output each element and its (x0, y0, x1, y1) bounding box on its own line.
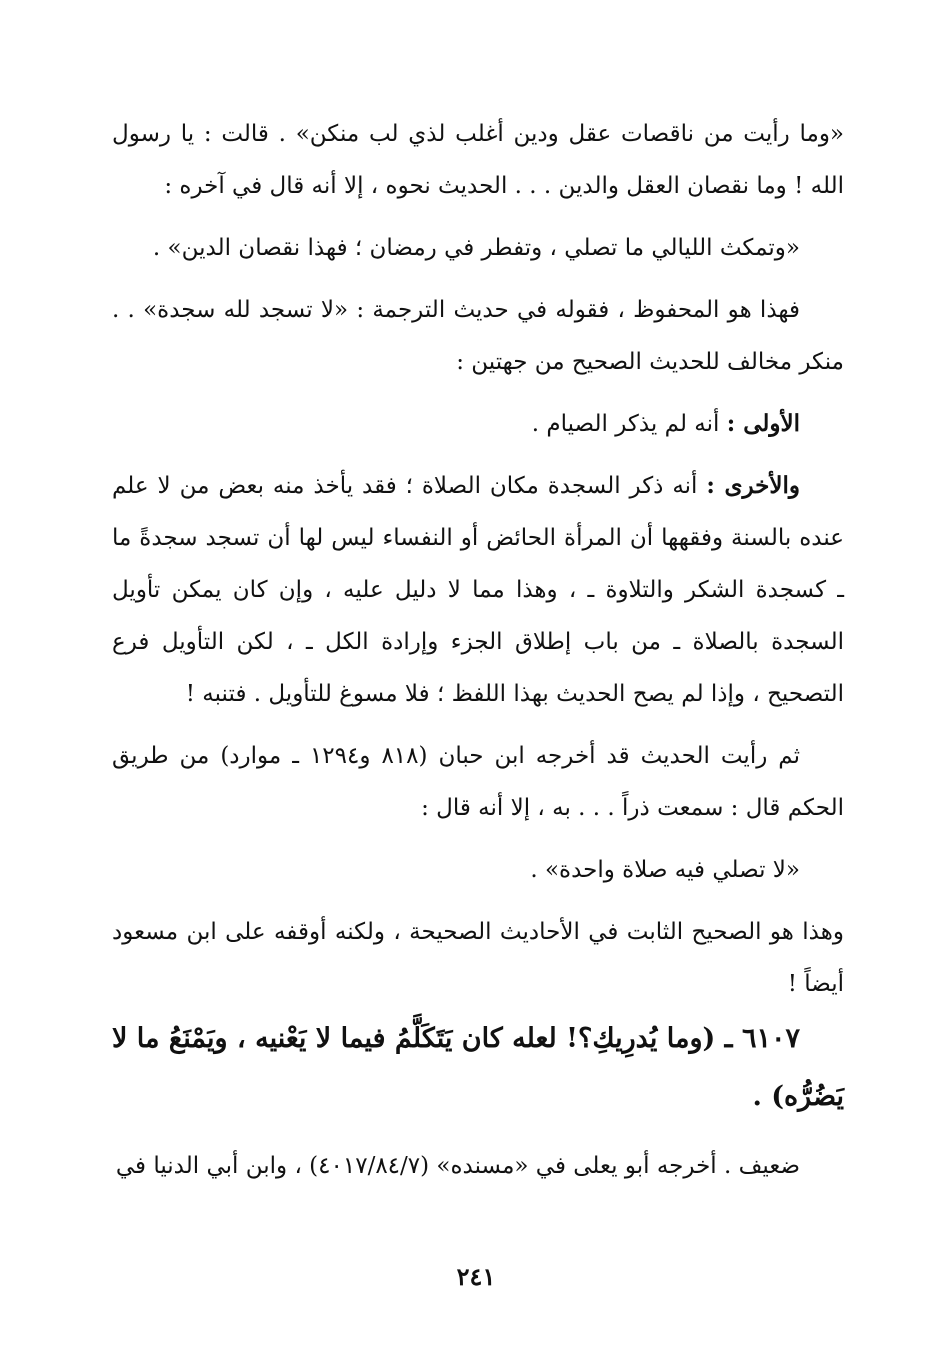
paragraph-grading: ضعيف . أخرجه أبو يعلى في «مسنده» (٤٠١٧/٨٤/٧) ، وابن أبي الدنيا في (115, 1153, 800, 1179)
page-body (112, 108, 844, 1319)
paragraph-hadith-quote-end: «وما رأيت من ناقصات عقل ودين أغلب لذي لب منكن» . قالت : يا رسول الله ! وما نقصان العقل والدين . . . الحديث نحوه ، إلا أنه قال في آخره : (112, 121, 844, 199)
paragraph-first-point (112, 398, 844, 450)
paragraph-hadith-quote-tail: «وتمكث الليالي ما تصلي ، وتفطر في رمضان ؛ فهذا نقصان الدين» . (152, 235, 800, 261)
paragraph-ibn-hibban: ثم رأيت الحديث قد أخرجه ابن حبان (٨١٨ و١٢٩٤ ـ موارد) من طريق الحكم قال : سمعت ذراً . . . به ، إلا أنه قال : (112, 743, 844, 821)
second-point-text: أنه ذكر السجدة مكان الصلاة ؛ فقد يأخذ منه بعض من لا علم عنده بالسنة وفقهها أن المرأة الحائض أو النفساء ليس لها أن تسجد سجدةً ما ـ كسجدة الشكر والتلاوة ـ ، وهذا مما لا دليل عليه ، وإن كان يمكن تأويل السجدة بالصلاة ـ من باب إطلاق الجزء وإرادة الكل ـ ، لكن التأويل فرع التصحيح ، وإذا لم يصح الحديث بهذا اللفظ ؛ فلا مسوغ للتأويل . فتنبه ! (112, 473, 844, 707)
page-number: ٢٤١ (456, 1262, 496, 1291)
hadith-heading: ٦١٠٧ ـ (وما يُدرِيكِ؟! لعله كان يَتَكَلَّمُ فيما لا يَعْنيه ، ويَمْنَعُ ما لا يَضُرُّه) . (112, 1023, 844, 1112)
second-point-lead: والأخرى : (706, 472, 800, 499)
paragraph-quote-prayer: «لا تصلي فيه صلاة واحدة» . (530, 857, 800, 883)
first-point-text: أنه لم يذكر الصيام . (531, 411, 727, 437)
paragraph-ruling: فهذا هو المحفوظ ، فقوله في حديث الترجمة : «لا تسجد لله سجدة» . . منكر مخالف للحديث الصحيح من جهتين : (112, 297, 844, 375)
paragraph-conclusion: وهذا هو الصحيح الثابت في الأحاديث الصحيحة ، ولكنه أوقفه على ابن مسعود أيضاً ! (112, 919, 844, 997)
first-point-lead: الأولى : (726, 410, 800, 437)
paragraph-second-point (112, 460, 844, 720)
